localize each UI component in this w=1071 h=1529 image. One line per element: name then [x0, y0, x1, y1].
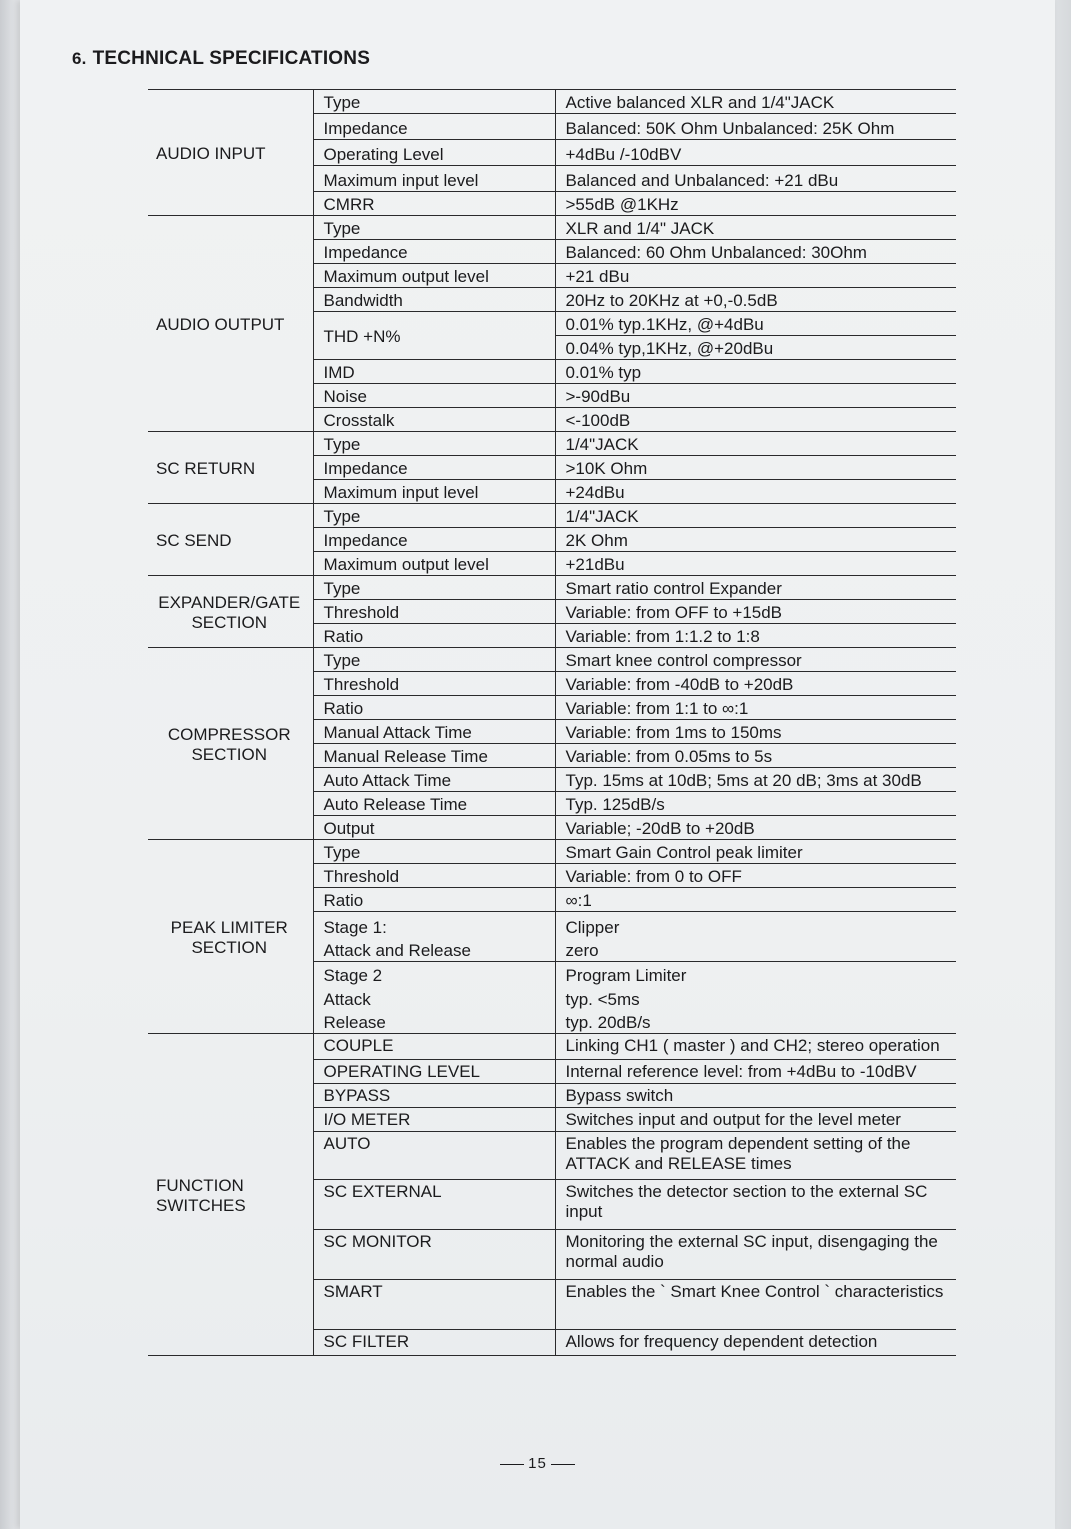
page-number: 15: [528, 1455, 547, 1472]
footer-dash-left: [500, 1464, 524, 1465]
spec-parameter: Output: [313, 816, 555, 840]
spec-parameter: COUPLE: [313, 1034, 555, 1060]
spec-value: Enables the program dependent setting of the ATTACK and RELEASE times: [555, 1132, 956, 1180]
spec-parameter: OPERATING LEVEL: [313, 1060, 555, 1084]
spec-value: Variable: from 0 to OFF: [555, 864, 956, 888]
spec-value: +24dBu: [555, 480, 956, 504]
spec-value: Active balanced XLR and 1/4"JACK: [555, 90, 956, 114]
section-name: SC SEND: [148, 504, 313, 576]
footer-dash-right: [551, 1464, 575, 1465]
spec-value: Smart Gain Control peak limiter: [555, 840, 956, 864]
spec-parameter: Type: [313, 432, 555, 456]
spec-parameter: THD +N%: [313, 312, 555, 360]
spec-value: Program Limiter: [565, 965, 687, 985]
spec-parameter: Release: [313, 1010, 555, 1034]
section-name: COMPRESSOR SECTION: [148, 648, 313, 840]
spec-value: 0.04% typ,1KHz, @+20dBu: [555, 336, 956, 360]
spec-value: Balanced: 60 Ohm Unbalanced: 30Ohm: [555, 240, 956, 264]
spec-value: +21dBu: [555, 552, 956, 576]
spec-value: typ. 20dB/s: [555, 1010, 956, 1034]
spec-value: 0.01% typ: [555, 360, 956, 384]
spec-parameter: Maximum input level: [313, 480, 555, 504]
spec-parameter: AUTO: [313, 1132, 555, 1180]
spec-parameter: Threshold: [313, 672, 555, 696]
spec-parameter: Ratio: [313, 696, 555, 720]
section-name: AUDIO OUTPUT: [148, 216, 313, 432]
spec-value: +4dBu /-10dBV: [555, 140, 956, 166]
spec-value: XLR and 1/4" JACK: [555, 216, 956, 240]
spec-parameter: Stage 1:: [313, 912, 555, 938]
spec-parameter: SMART: [313, 1280, 555, 1330]
spec-table: [148, 89, 956, 1356]
spec-value: Typ. 125dB/s: [555, 792, 956, 816]
spec-parameter: Crosstalk: [313, 408, 555, 432]
spec-value: Bypass switch: [555, 1084, 956, 1108]
spec-parameter: SC FILTER: [313, 1330, 555, 1356]
spec-parameter: I/O METER: [313, 1108, 555, 1132]
spec-parameter: BYPASS: [313, 1084, 555, 1108]
spec-row: [148, 504, 956, 528]
spec-value: Internal reference level: from +4dBu to -10dBV: [555, 1060, 956, 1084]
spec-parameter: Stage 2: [313, 962, 555, 986]
spec-row: [148, 648, 956, 672]
spec-parameter: Ratio: [313, 624, 555, 648]
spec-parameter: Impedance: [313, 528, 555, 552]
spec-value: Variable: from OFF to +15dB: [555, 600, 956, 624]
heading-title: TECHNICAL SPECIFICATIONS: [92, 48, 371, 69]
spec-parameter: Threshold: [313, 600, 555, 624]
spec-value: Variable: from 1ms to 150ms: [555, 720, 956, 744]
spec-value: 1/4"JACK: [555, 432, 956, 456]
spec-parameter: Ratio: [313, 888, 555, 912]
spec-row: [148, 1034, 956, 1060]
spec-parameter: Manual Attack Time: [313, 720, 555, 744]
spec-parameter: Bandwidth: [313, 288, 555, 312]
spec-parameter: Operating Level: [313, 140, 555, 166]
spec-parameter: Noise: [313, 384, 555, 408]
spec-value: >10K Ohm: [555, 456, 956, 480]
spec-value: Variable: from 1:1 to ∞:1: [555, 696, 956, 720]
spec-parameter: IMD: [313, 360, 555, 384]
spec-parameter: Impedance: [313, 456, 555, 480]
spec-parameter: CMRR: [313, 192, 555, 216]
spec-parameter: Type: [313, 840, 555, 864]
spec-value: ∞:1: [555, 888, 956, 912]
spec-row: [148, 216, 956, 240]
spec-value: Switches the detector section to the external SC input: [555, 1180, 956, 1230]
spec-value: Variable: from 0.05ms to 5s: [555, 744, 956, 768]
spec-value: 1/4"JACK: [555, 504, 956, 528]
spec-value: 2K Ohm: [555, 528, 956, 552]
spec-row: [148, 90, 956, 114]
spec-parameter: SC MONITOR: [313, 1230, 555, 1280]
spec-value: Variable: from -40dB to +20dB: [555, 672, 956, 696]
spec-parameter: Threshold: [313, 864, 555, 888]
spec-parameter: Auto Release Time: [313, 792, 555, 816]
spec-parameter: Impedance: [313, 240, 555, 264]
spec-row: [148, 432, 956, 456]
spec-value: 20Hz to 20KHz at +0,-0.5dB: [555, 288, 956, 312]
spec-value: <-100dB: [555, 408, 956, 432]
spec-parameter: Maximum input level: [313, 166, 555, 192]
spec-value: Switches input and output for the level meter: [555, 1108, 956, 1132]
page-footer: [20, 1455, 1055, 1472]
spec-parameter: SC EXTERNAL: [313, 1180, 555, 1230]
manual-page: [20, 0, 1055, 1529]
section-heading: [72, 48, 370, 70]
spec-value: Typ. 15ms at 10dB; 5ms at 20 dB; 3ms at 30dB: [555, 768, 956, 792]
spec-value: 0.01% typ.1KHz, @+4dBu: [555, 312, 956, 336]
spec-value: Clipper: [565, 917, 620, 937]
spec-value: Enables the ` Smart Knee Control ` characteristics: [555, 1280, 956, 1330]
spec-value: Smart knee control compressor: [555, 648, 956, 672]
spec-parameter: Manual Release Time: [313, 744, 555, 768]
spec-parameter: Type: [313, 216, 555, 240]
spec-row: [148, 576, 956, 600]
spec-value: Smart ratio control Expander: [555, 576, 956, 600]
spec-parameter: Type: [313, 90, 555, 114]
spec-value: Variable: from 1:1.2 to 1:8: [555, 624, 956, 648]
spec-parameter: Impedance: [313, 114, 555, 140]
spec-parameter: Auto Attack Time: [313, 768, 555, 792]
spec-value: Monitoring the external SC input, disengaging the normal audio: [555, 1230, 956, 1280]
spec-value: >55dB @1KHz: [555, 192, 956, 216]
spec-value: +21 dBu: [555, 264, 956, 288]
spec-row: [148, 840, 956, 864]
section-name: PEAK LIMITER SECTION: [148, 840, 313, 1034]
spec-value: Balanced and Unbalanced: +21 dBu: [555, 166, 956, 192]
spec-value: Allows for frequency dependent detection: [555, 1330, 956, 1356]
section-name: FUNCTION SWITCHES: [148, 1034, 313, 1356]
section-name: SC RETURN: [148, 432, 313, 504]
spec-value: >-90dBu: [555, 384, 956, 408]
spec-parameter: Type: [313, 576, 555, 600]
spec-parameter: Type: [313, 504, 555, 528]
spec-value: Variable; -20dB to +20dB: [555, 816, 956, 840]
spec-parameter: Maximum output level: [313, 264, 555, 288]
spec-parameter: Maximum output level: [313, 552, 555, 576]
spec-value: Balanced: 50K Ohm Unbalanced: 25K Ohm: [555, 114, 956, 140]
section-name: AUDIO INPUT: [148, 90, 313, 216]
heading-number: 6.: [72, 49, 87, 68]
spec-parameter: Type: [313, 648, 555, 672]
spec-parameter: Attack and Release: [313, 938, 555, 962]
section-name: EXPANDER/GATE SECTION: [148, 576, 313, 648]
spec-value: typ. <5ms: [565, 989, 640, 1009]
spec-value: Linking CH1 ( master ) and CH2; stereo operation: [555, 1034, 956, 1060]
spec-parameter: Attack: [313, 986, 555, 1010]
spec-value: zero: [555, 938, 956, 962]
